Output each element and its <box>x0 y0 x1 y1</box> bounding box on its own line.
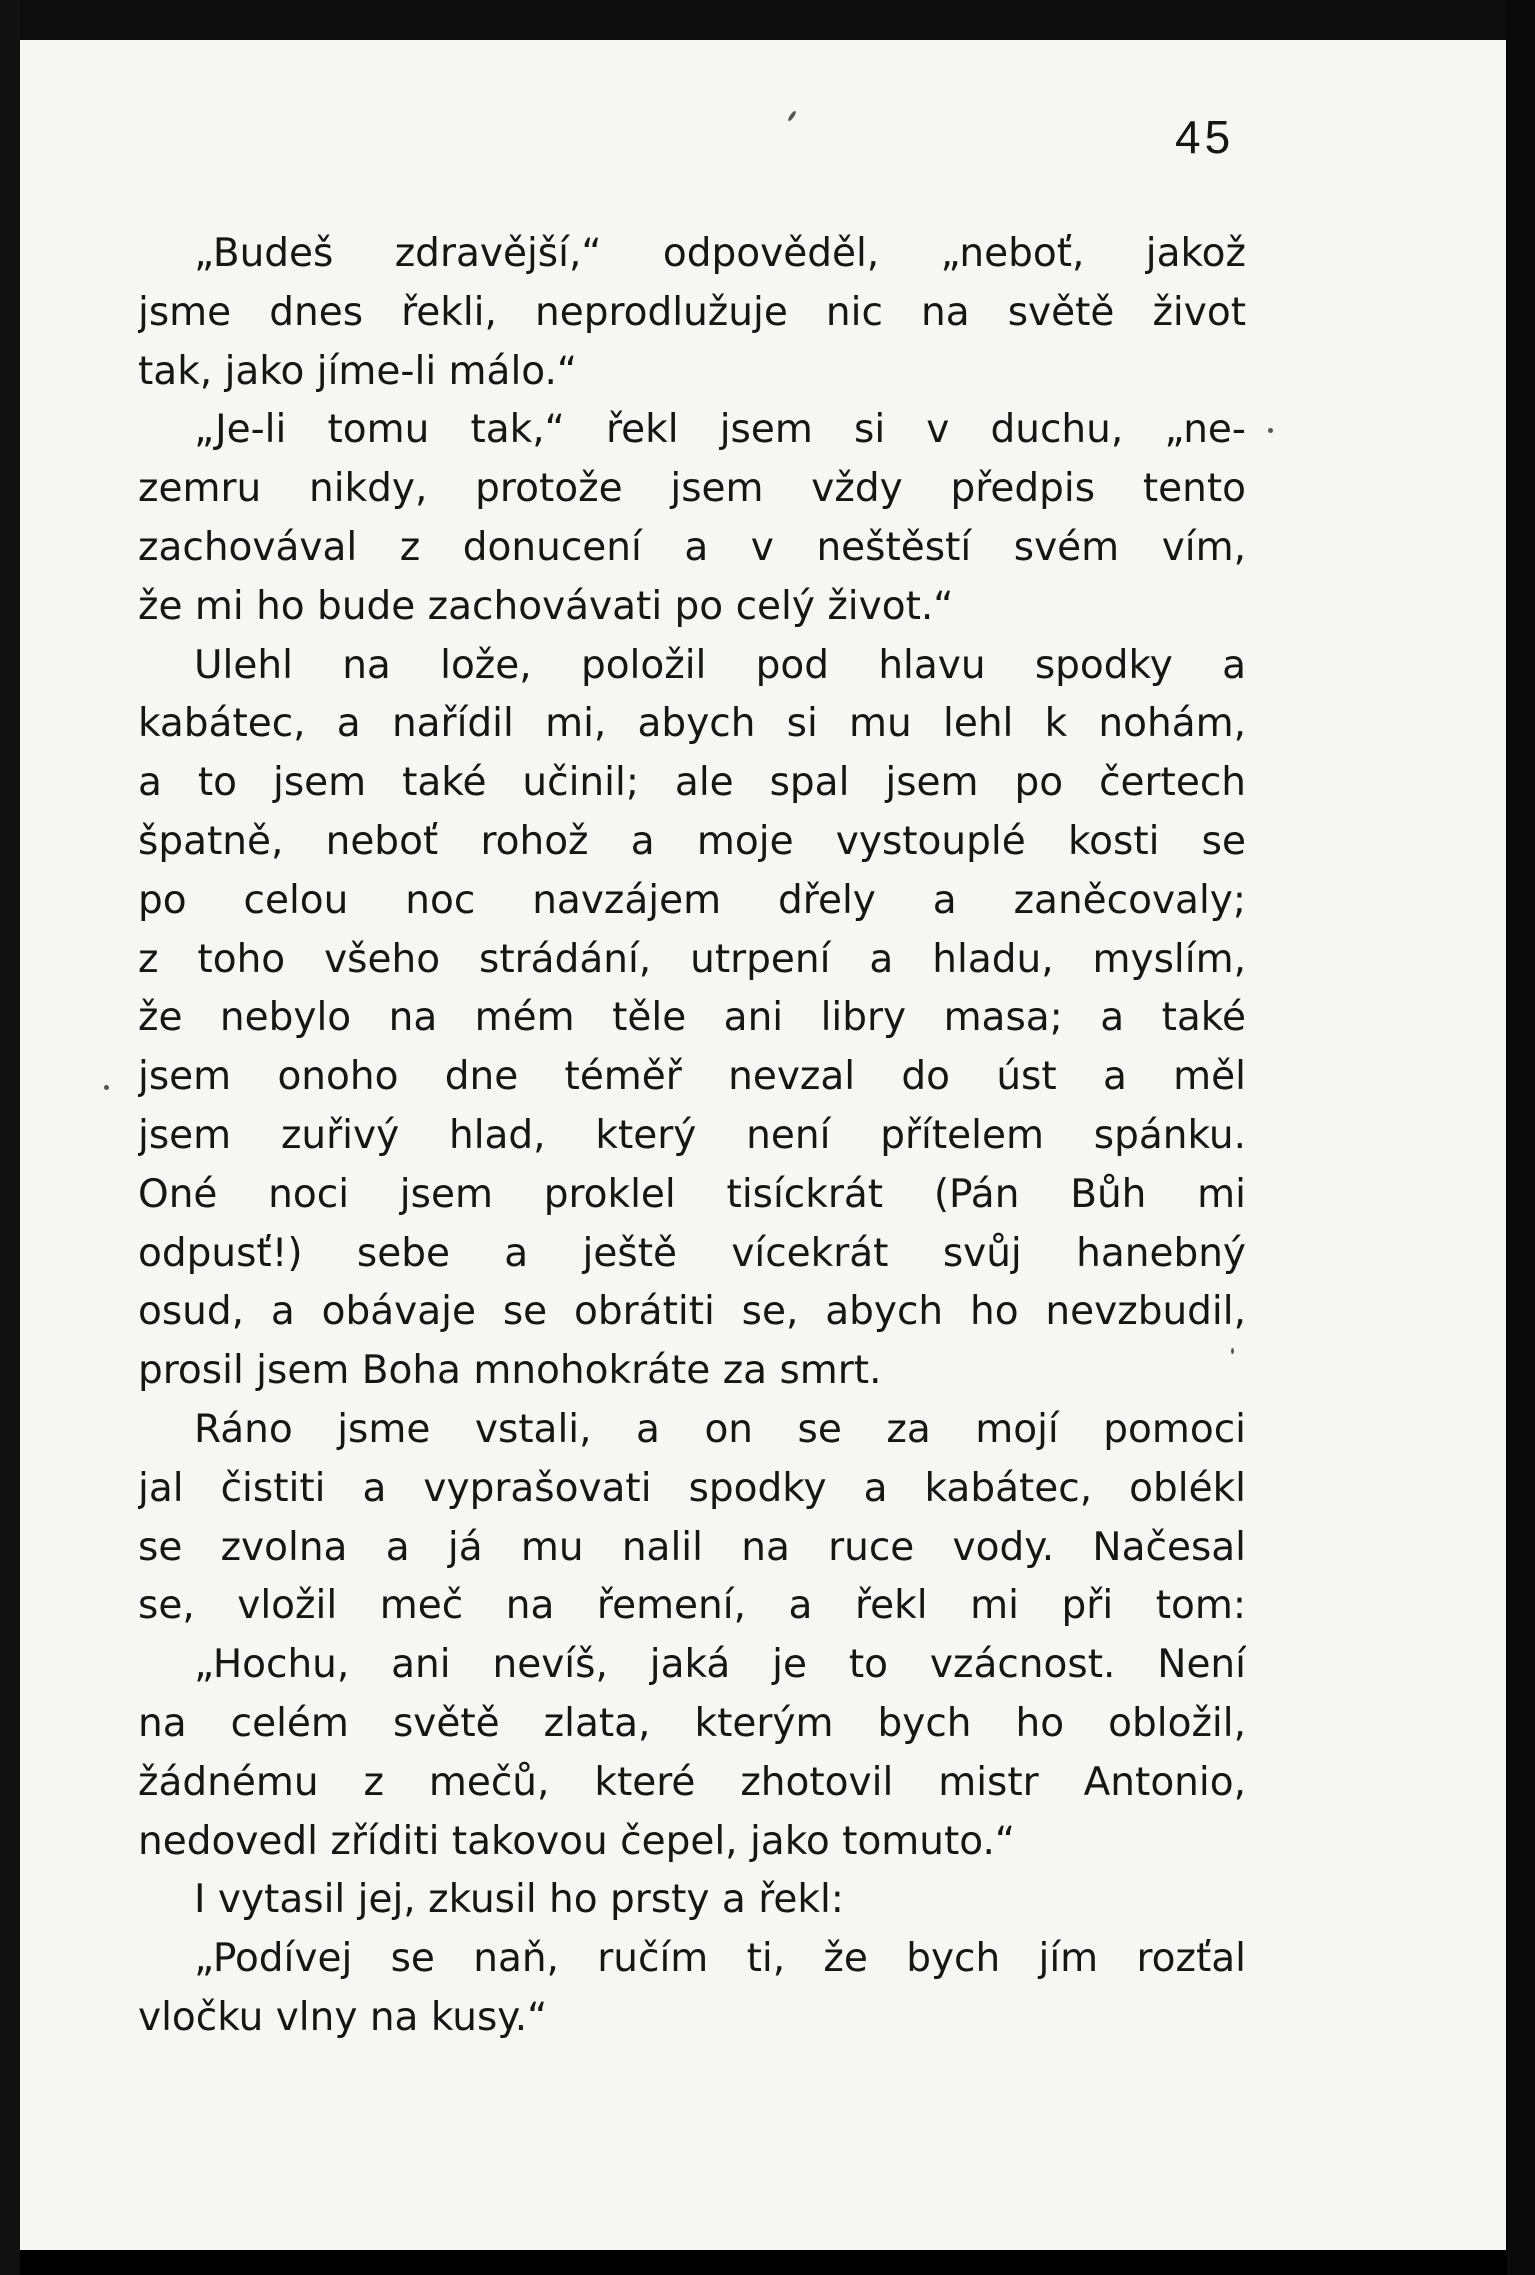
text-line: „Budeš zdravější,“ odpověděl, „neboť, jakož <box>194 231 1246 276</box>
text-line: na celém světě zlata, kterým bych ho obložil, <box>138 1700 1246 1746</box>
text-line: zemru nikdy, protože jsem vždy předpis tento <box>138 466 1246 512</box>
page-number: 45 <box>1175 111 1235 163</box>
scan-border-right <box>1507 0 1535 2275</box>
text-line: se zvolna a já mu nalil na ruce vody. Načesal <box>138 1524 1246 1570</box>
text-line: nedovedl zříditi takovou čepel, jako tomuto.“ <box>138 1818 1016 1864</box>
scan-border-left <box>0 0 20 2275</box>
text-line: I vytasil jej, zkusil ho prsty a řekl: <box>194 1877 844 1923</box>
text-line: jsem onoho dne téměř nevzal do úst a měl <box>138 1054 1246 1100</box>
text-line: jal čistiti a vyprašovati spodky a kabátec, oblékl <box>138 1465 1246 1511</box>
text-line: špatně, neboť rohož a moje vystouplé kosti se <box>138 818 1246 864</box>
text-line: „Je-li tomu tak,“ řekl jsem si v duchu, „ne- <box>194 407 1246 453</box>
text-line: po celou noc navzájem dřely a zaněcovaly; <box>138 877 1246 923</box>
scan-speck <box>104 1085 109 1090</box>
text-line: „Hochu, ani nevíš, jaká je to vzácnost. Není <box>194 1642 1246 1688</box>
text-line: osud, a obávaje se obrátiti se, abych ho nevzbudil, <box>138 1289 1246 1335</box>
text-line: jsem zuřivý hlad, který není přítelem spánku. <box>138 1112 1246 1158</box>
page-text <box>138 225 1246 2048</box>
text-line: zachovával z donucení a v neštěstí svém vím, <box>138 524 1246 570</box>
text-line: že mi ho bude zachovávati po celý život.“ <box>138 583 954 629</box>
text-line: odpusť!) sebe a ještě vícekrát svůj hanebný <box>138 1230 1246 1276</box>
text-line: že nebylo na mém těle ani libry masa; a také <box>138 995 1246 1041</box>
text-line: jsme dnes řekli, neprodlužuje nic na světě život <box>138 289 1246 335</box>
text-line: prosil jsem Boha mnohokráte za smrt. <box>138 1348 882 1394</box>
text-line: a to jsem také učinil; ale spal jsem po čertech <box>138 760 1246 806</box>
text-line: vločku vlny na kusy.“ <box>138 1994 548 2040</box>
text-line: Ulehl na lože, položil pod hlavu spodky a <box>194 642 1246 688</box>
scan-speck <box>1268 428 1273 433</box>
text-line: „Podívej se naň, ručím ti, že bych jím rozťal <box>194 1936 1246 1982</box>
text-line: tak, jako jíme-li málo.“ <box>138 348 578 394</box>
text-line: Oné noci jsem proklel tisíckrát (Pán Bůh mi <box>138 1171 1246 1217</box>
text-line: z toho všeho strádání, utrpení a hladu, myslím, <box>138 936 1246 982</box>
text-line: se, vložil meč na řemení, a řekl mi při tom: <box>138 1583 1246 1629</box>
text-line: žádnému z mečů, které zhotovil mistr Antonio, <box>138 1759 1246 1805</box>
text-line: kabátec, a nařídil mi, abych si mu lehl k nohám, <box>138 701 1246 747</box>
text-line: Ráno jsme vstali, a on se za mojí pomoci <box>194 1406 1246 1452</box>
scan-border-top <box>0 0 1535 40</box>
